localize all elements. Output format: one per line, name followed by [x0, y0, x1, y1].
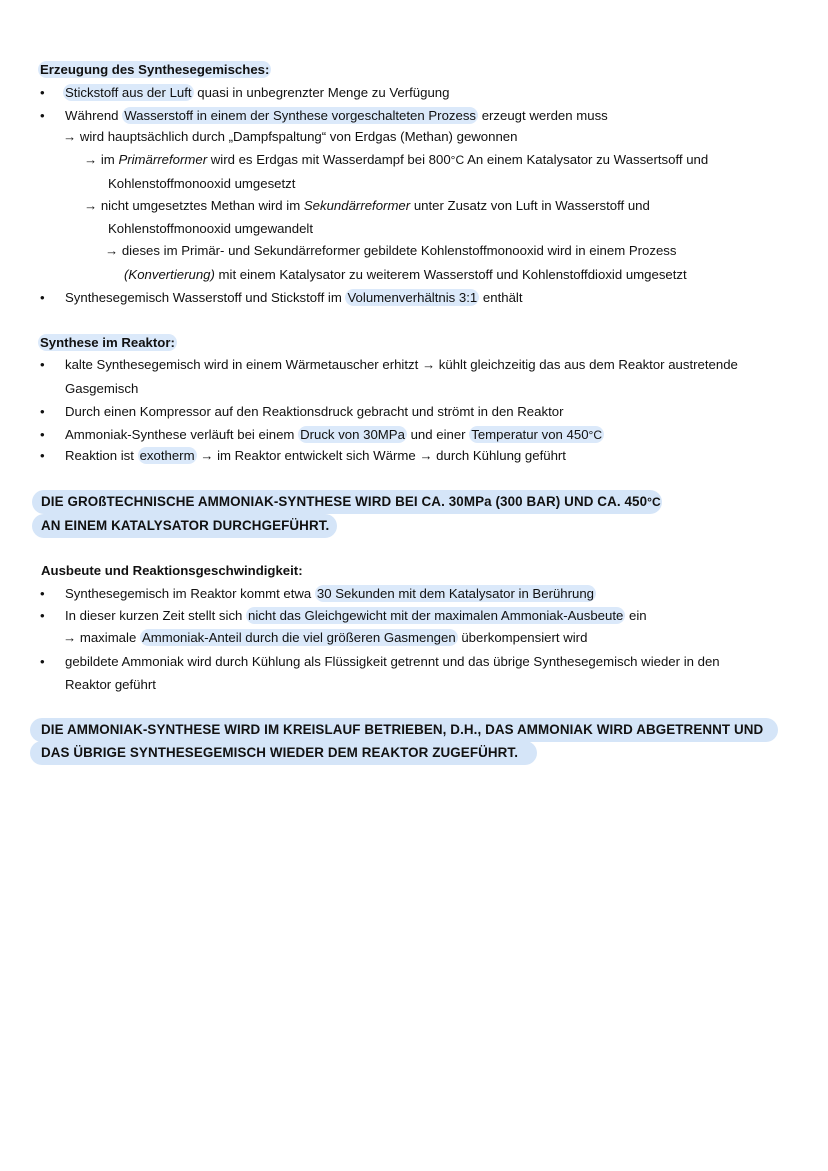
section-heading-ausbeute: Ausbeute und Reaktionsgeschwindigkeit: — [41, 563, 303, 578]
bullet: • — [40, 427, 45, 442]
arrow-line-continued: Kohlenstoffmonooxid umgewandelt — [108, 221, 314, 236]
list-item: gebildete Ammoniak wird durch Kühlung als Flüssigkeit getrennt und das übrige Synthesegemisch wieder in den — [65, 654, 720, 669]
bullet: • — [40, 357, 45, 372]
list-item: Synthesegemisch im Reaktor kommt etwa 30 Sekunden mit dem Katalysator in Berührung — [65, 586, 595, 601]
bullet: • — [40, 448, 45, 463]
arrow-line-continued: Kohlenstoffmonooxid umgesetzt — [108, 176, 296, 191]
arrow-line: → nicht umgesetztes Methan wird im Sekundärreformer unter Zusatz von Luft in Wasserstoff und — [84, 198, 650, 213]
callout-line: DAS ÜBRIGE SYNTHESEGEMISCH WIEDER DEM REAKTOR ZUGEFÜHRT. — [41, 745, 519, 760]
arrow-line: → im Primärreformer wird es Erdgas mit Wasserdampf bei 800°C An einem Katalysator zu Wassertsoff und — [84, 152, 709, 167]
callout-line: DIE AMMONIAK-SYNTHESE WIRD IM KREISLAUF BETRIEBEN, D.H., DAS AMMONIAK WIRD ABGETRENNT UND — [41, 722, 764, 737]
arrow-line: → dieses im Primär- und Sekundärreformer gebildete Kohlenstoffmonooxid wird in einem Prozess — [105, 243, 677, 258]
list-item-continued: Reaktor geführt — [65, 677, 156, 692]
list-item: Ammoniak-Synthese verläuft bei einem Druck von 30MPa und einer Temperatur von 450°C — [65, 427, 602, 442]
list-item: Synthesegemisch Wasserstoff und Stickstoff im Volumenverhältnis 3:1 enthält — [65, 290, 523, 305]
arrow-line: → maximale Ammoniak-Anteil durch die viel größeren Gasmengen überkompensiert wird — [63, 630, 588, 645]
bullet: • — [40, 608, 45, 623]
callout-line: DIE GROßTECHNISCHE AMMONIAK-SYNTHESE WIRD BEI CA. 30MPa (300 BAR) UND CA. 450°C — [41, 494, 661, 509]
list-item: Durch einen Kompressor auf den Reaktionsdruck gebracht und strömt in den Reaktor — [65, 404, 564, 419]
bullet: • — [40, 290, 45, 305]
bullet: • — [40, 108, 45, 123]
list-item: In dieser kurzen Zeit stellt sich nicht das Gleichgewicht mit der maximalen Ammoniak-Ausbeute ein — [65, 608, 647, 623]
arrow-line: → wird hauptsächlich durch „Dampfspaltung“ von Erdgas (Methan) gewonnen — [63, 129, 518, 144]
bullet: • — [40, 654, 45, 669]
list-item-continued: Gasgemisch — [65, 381, 139, 396]
bullet: • — [40, 404, 45, 419]
arrow-line-continued: (Konvertierung) mit einem Katalysator zu weiterem Wasserstoff und Kohlenstoffdioxid umgesetzt — [124, 267, 687, 282]
callout-line: AN EINEM KATALYSATOR DURCHGEFÜHRT. — [41, 518, 330, 533]
list-item: Stickstoff aus der Luft quasi in unbegrenzter Menge zu Verfügung — [65, 85, 450, 100]
section-heading-reaktor: Synthese im Reaktor: — [40, 335, 175, 350]
list-item: Reaktion ist exotherm → im Reaktor entwickelt sich Wärme → durch Kühlung geführt — [65, 448, 566, 463]
section-heading-erzeugung: Erzeugung des Synthesegemisches: — [40, 62, 270, 77]
bullet: • — [40, 586, 45, 601]
list-item: Während Wasserstoff in einem der Synthese vorgeschalteten Prozess erzeugt werden muss — [65, 108, 608, 123]
list-item: kalte Synthesegemisch wird in einem Wärmetauscher erhitzt → kühlt gleichzeitig das aus dem Reaktor austretende — [65, 357, 738, 372]
bullet: • — [40, 85, 45, 100]
